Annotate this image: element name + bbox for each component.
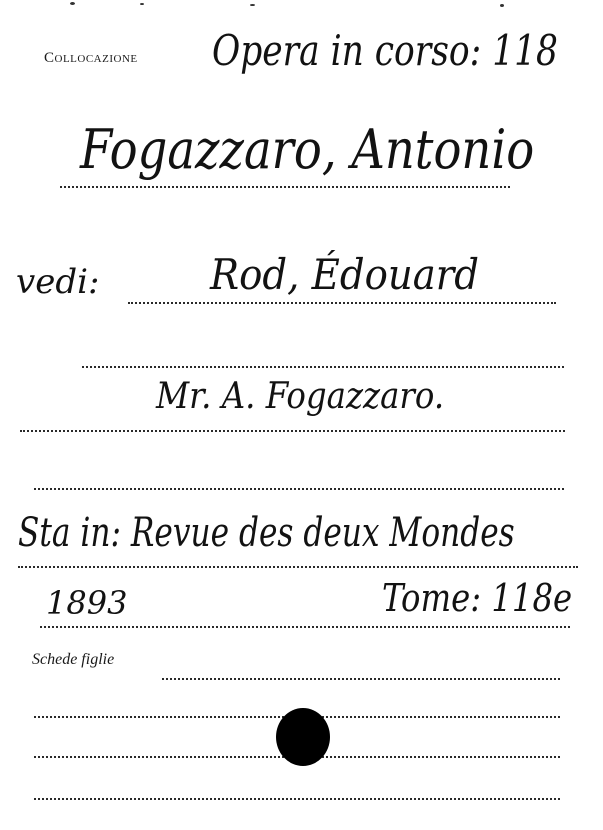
author-name: Fogazzaro, Antonio <box>80 118 535 181</box>
blank-line <box>34 798 560 800</box>
year-line <box>40 626 570 628</box>
blank-line <box>82 366 564 368</box>
vedi-label: vedi: <box>16 262 100 302</box>
sta-in-line <box>18 566 578 568</box>
edge-speck <box>500 4 504 7</box>
edge-speck <box>250 4 255 6</box>
sta-in: Sta in: Revue des deux Mondes <box>18 510 515 556</box>
collocazione-label: Collocazione <box>44 50 138 66</box>
edge-speck <box>70 2 75 5</box>
vedi-line <box>128 302 556 304</box>
vedi-name: Rod, Édouard <box>210 250 479 299</box>
pseudonym: Mr. A. Fogazzaro. <box>156 376 445 417</box>
schede-figlie-label: Schede figlie <box>32 651 115 668</box>
punch-hole <box>276 708 330 766</box>
pseudonym-line <box>20 430 565 432</box>
blank-line <box>34 488 564 490</box>
collocazione-value: Opera in corso: 118 <box>212 26 558 75</box>
author-line <box>60 186 510 188</box>
schede-line <box>162 678 560 680</box>
tome: Tome: 118e <box>382 576 573 620</box>
edge-speck <box>140 3 144 5</box>
year: 1893 <box>46 584 128 622</box>
